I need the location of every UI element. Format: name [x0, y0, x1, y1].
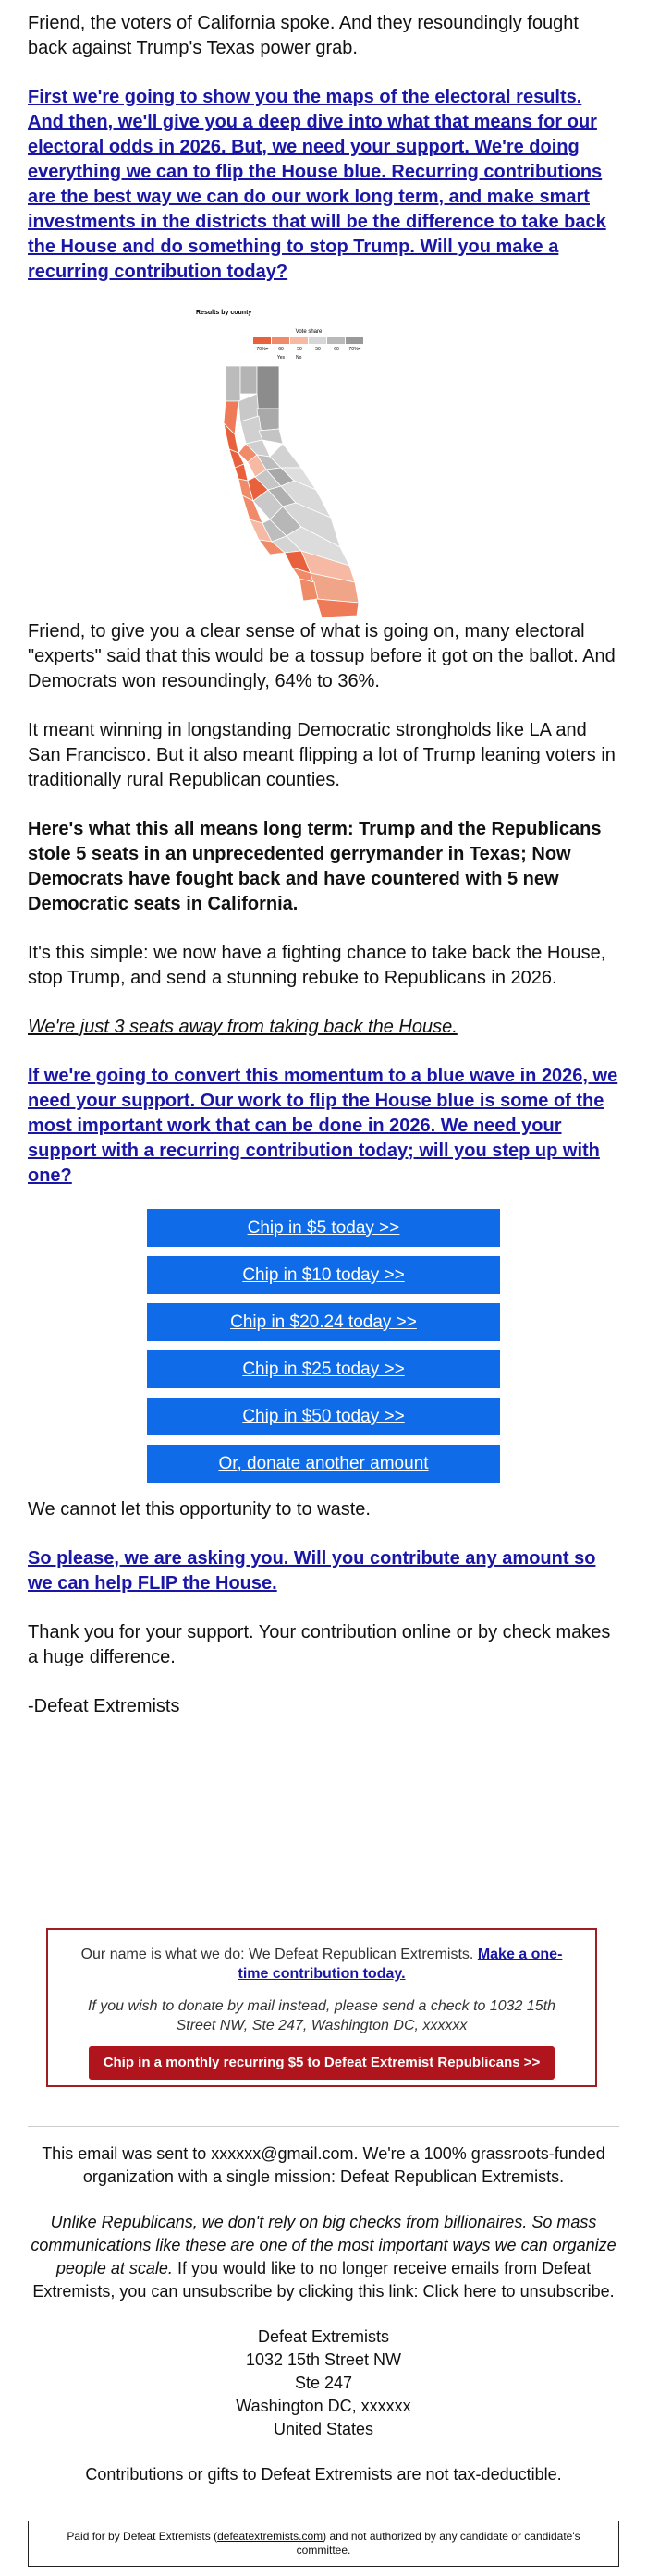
footer-divider [28, 2126, 619, 2127]
legend-tick-label: 60 [334, 347, 339, 352]
tax-note: Contributions or gifts to Defeat Extremists are not tax-deductible. [85, 2465, 562, 2484]
one-time-contribution-link[interactable]: Make a one-time contribution today. [238, 1947, 563, 1982]
california-counties [224, 366, 359, 617]
donate-other-amount-button[interactable]: Or, donate another amount [147, 1445, 500, 1483]
unsubscribe-text[interactable]: If you would like to no longer receive emails from Defeat Extremists, you can unsubscribe by clicking this link: Click here to unsubscribe. [32, 2259, 615, 2301]
legend-swatch [346, 337, 363, 344]
callout-box [46, 1928, 597, 2087]
chip-in-10-button[interactable]: Chip in $10 today >> [147, 1256, 500, 1294]
donation-buttons [28, 1209, 619, 1483]
paid-for-prefix: Paid for by Defeat Extremists ( [67, 2530, 218, 2543]
chip-in-25-button[interactable]: Chip in $25 today >> [147, 1350, 500, 1388]
callout-text-block [70, 1945, 573, 1984]
legend-swatch [309, 337, 326, 344]
intro-paragraph: Friend, the voters of California spoke. And they resoundingly fought back against Trump's Texas power grab. [28, 13, 579, 58]
grassroots-note: Unlike Republicans, we don't rely on big checks from billionaires. So mass communications like these are one of the most important ways we can organize people at scale. [31, 2213, 616, 2277]
legend-swatch [327, 337, 345, 344]
monthly-recurring-button[interactable]: Chip in a monthly recurring $5 to Defeat Extremist Republicans >> [89, 2046, 555, 2080]
chip-in-20-24-button[interactable]: Chip in $20.24 today >> [147, 1303, 500, 1341]
map-legend-title: Vote share [295, 329, 323, 335]
footer-note [28, 2211, 619, 2303]
ask-link-3[interactable]: So please, we are asking you. Will you contribute any amount so we can help FLIP the House. [28, 1548, 596, 1593]
ask-link-2[interactable]: If we're going to convert this momentum to a blue wave in 2026, we need your support. Our work to flip the House blue is some of the most important work that can be done in 2026. We need your support with a recurring contribution today; will you step up with one? [28, 1066, 618, 1186]
election-map [0, 305, 647, 619]
signoff: -Defeat Extremists [28, 1696, 180, 1716]
legend-tick-label: 50 [297, 347, 302, 352]
address-line-4: Washington DC, xxxxxx [236, 2397, 411, 2415]
address-line-5: United States [273, 2420, 374, 2438]
callout-text: Our name is what we do: We Defeat Republican Extremists. [80, 1947, 474, 1962]
ask-link-1[interactable]: First we're going to show you the maps of the electoral results. And then, we'll give you a deep dive into what that means for our electoral odds in 2026. But, we need your support. We're doing everything we can to flip the House blue. Recurring contributions are the best way we can do our work long term, and make smart investments in the districts that will be the difference to take back the House and do something to stop Trump. Will you make a recurring contribution today? [28, 87, 606, 282]
map-legend [253, 337, 363, 352]
strongholds-paragraph: It meant winning in longstanding Democratic strongholds like LA and San Francisco. But it also meant flipping a lot of Trump leaning voters in traditionally rural Republican counties. [28, 720, 616, 790]
legend-swatch [253, 337, 271, 344]
legend-tick-label: 70%+ [348, 347, 361, 352]
simple-paragraph: It's this simple: we now have a fighting chance to take back the House, stop Trump, and send a stunning rebuke to Republicans in 2026. [28, 943, 606, 988]
waste-paragraph: We cannot let this opportunity to to waste. [28, 1499, 371, 1520]
legend-swatch [290, 337, 308, 344]
address-line-2: 1032 15th Street NW [245, 2350, 402, 2369]
legend-yes-label: Yes [276, 355, 285, 360]
paid-for-suffix: ) and not authorized by any candidate or candidate's committee. [296, 2530, 580, 2557]
paid-for-disclaimer [28, 2521, 619, 2567]
thanks-paragraph: Thank you for your support. Your contribution online or by check makes a huge difference. [28, 1622, 611, 1667]
legend-swatch [272, 337, 289, 344]
website-link[interactable]: defeatextremists.com [217, 2530, 324, 2543]
longterm-paragraph: Here's what this all means long term: Trump and the Republicans stole 5 seats in an unprecedented gerrymander in Texas; Now Democrats have fought back and have countered with 5 new Democratic seats in California. [28, 819, 602, 914]
legend-no-label: No [296, 355, 302, 360]
experts-paragraph: Friend, to give you a clear sense of what is going on, many electoral "experts" said that this would be a tossup before it got on the ballot. And Democrats won resoundingly, 64% to 36%. [28, 621, 616, 691]
footer [28, 2143, 619, 2486]
legend-tick-label: 50 [315, 347, 321, 352]
legend-tick-label: 60 [278, 347, 284, 352]
map-title: Results by county [196, 310, 252, 316]
chip-in-5-button[interactable]: Chip in $5 today >> [147, 1209, 500, 1247]
mail-donation-text: If you wish to donate by mail instead, please send a check to 1032 15th Street NW, Ste 247, Washington DC, xxxxxx [87, 1998, 556, 2033]
legend-tick-label: 70%+ [256, 347, 269, 352]
chip-in-50-button[interactable]: Chip in $50 today >> [147, 1398, 500, 1435]
address-line-1: Defeat Extremists [257, 2327, 390, 2346]
address-line-3: Ste 247 [294, 2374, 353, 2392]
seats-paragraph: We're just 3 seats away from taking back the House. [28, 1017, 458, 1037]
sent-to-text: This email was sent to xxxxxx@gmail.com. We're a 100% grassroots-funded organization with a single mission: Defeat Republican Extremists. [42, 2144, 605, 2186]
